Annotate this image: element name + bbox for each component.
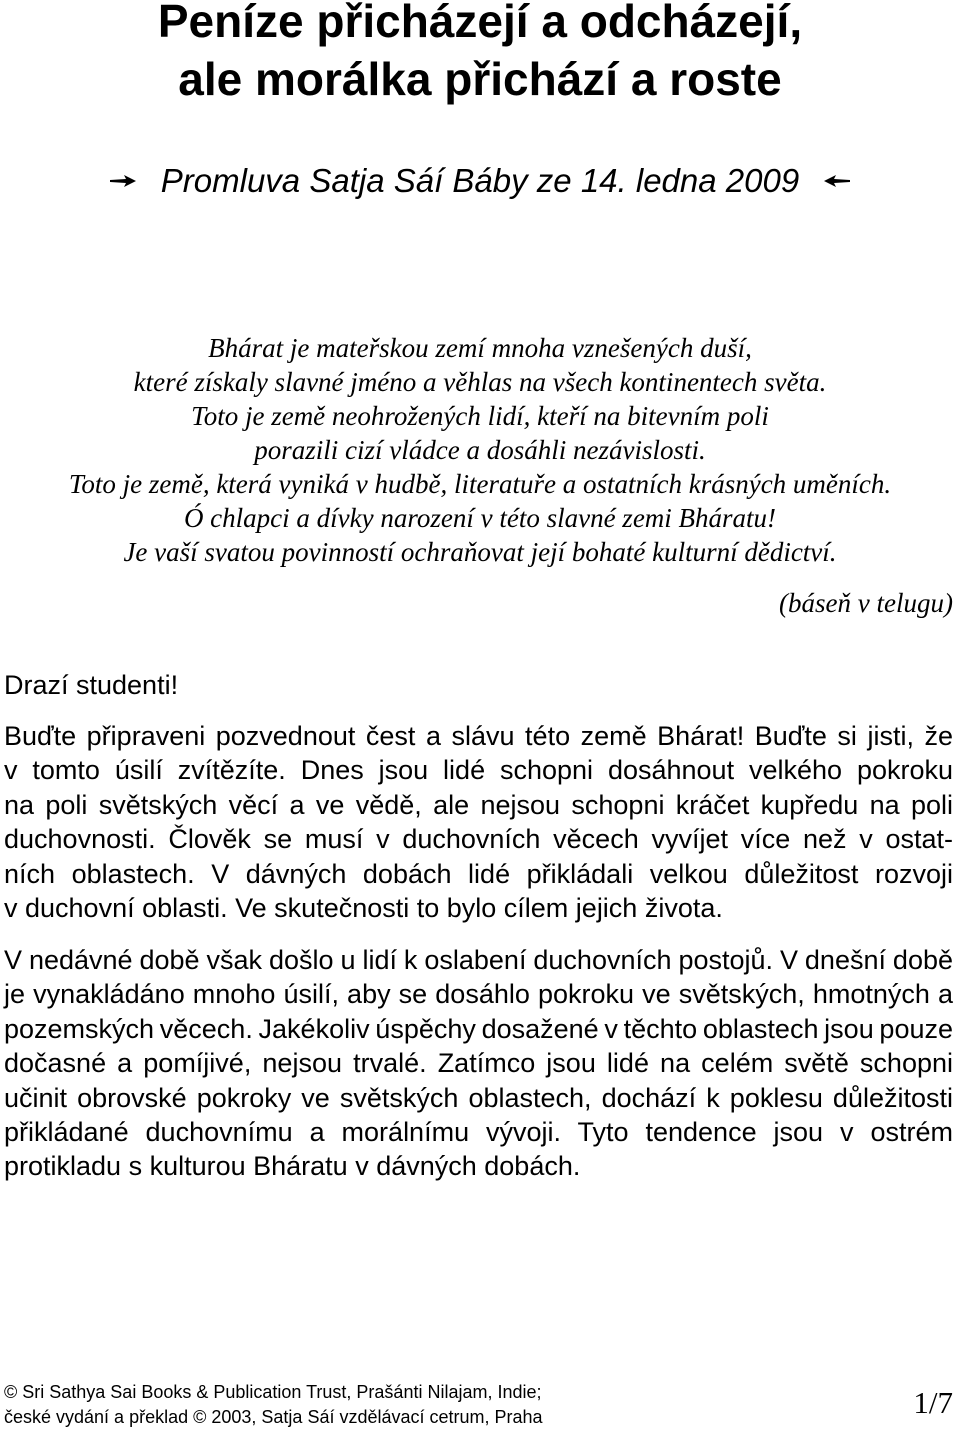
paragraph-line: na poli světských věcí a ve vědě, ale nejsou schopni kráčet kupředu na poli <box>4 789 953 820</box>
paragraph-line: pozemských věcech. Jakékoliv úspěchy dosažené v těchto oblastech jsou pouze <box>4 1013 953 1044</box>
paragraph-line: přikládané duchovnímu a morálnímu vývoji. Tyto tendence jsou v ostrém <box>4 1117 953 1148</box>
title-line: Peníze přicházejí a odcházejí, <box>157 0 803 47</box>
paragraph-line: v tomto úsilí zvítězíte. Dnes jsou lidé schopni dosáhnout velkého pokroku <box>4 755 953 786</box>
paragraph-line: protikladu s kulturou Bháratu v dávných dobách. <box>4 1151 581 1182</box>
poem-line: Bhárat je mateřskou zemí mnoha vznešených duší, <box>208 333 752 363</box>
paragraph-line: je vynakládáno mnoho úsilí, aby se dosáhlo pokroku ve světských, hmotných a <box>4 979 953 1010</box>
paragraph-line: Buďte připraveni pozvednout čest a slávu této země Bhárat! Buďte si jisti, že <box>4 721 953 751</box>
paragraph-line: duchovnosti. Člověk se musí v duchovních věcech vyvíjet více než v ostat- <box>4 824 953 855</box>
poem-line: Ó chlapci a dívky narození v této slavné zemi Bháratu! <box>183 503 777 533</box>
paragraph-line: V nedávné době však došlo u lidí k oslabení duchovních postojů. V dnešní době <box>4 945 953 975</box>
poem-source: (báseň v telugu) <box>779 588 953 618</box>
arrow-right-icon <box>110 173 136 189</box>
paragraph-line: ních oblastech. V dávných dobách lidé přikládali velkou důležitost rozvoji <box>4 858 953 889</box>
copyright-line: české vydání a překlad © 2003, Satja Sáí vzdělávací cetrum, Praha <box>4 1407 543 1427</box>
poem-line: Toto je země neohrožených lidí, kteří na bitevním poli <box>191 401 769 431</box>
poem-line: které získaly slavné jméno a věhlas na všech kontinentech světa. <box>133 367 827 397</box>
subtitle <box>0 161 960 201</box>
paragraph-line: dočasné a pomíjivé, nejsou trvalé. Zatímco jsou lidé na celém světě schopni <box>4 1048 953 1079</box>
paragraph-line: učinit obrovské pokroky ve světských oblastech, dochází k poklesu důležitosti <box>4 1082 953 1113</box>
paragraph <box>4 719 953 925</box>
title-line: ale morálka přichází a roste <box>178 53 782 105</box>
poem-line: Je vaší svatou povinností ochraňovat její bohaté kulturní dědictví. <box>123 537 837 567</box>
paragraph <box>4 943 953 1184</box>
footer <box>4 1380 543 1430</box>
page-number: 1/7 <box>913 1385 953 1420</box>
copyright-line: © Sri Sathya Sai Books & Publication Trust, Prašánti Nilajam, Indie; <box>4 1382 542 1402</box>
page-title <box>0 0 960 105</box>
poem-line: porazili cizí vládce a dosáhli nezávislosti. <box>254 435 706 465</box>
salutation: Drazí studenti! <box>4 670 179 700</box>
poem <box>0 331 960 569</box>
subtitle-text: Promluva Satja Sáí Báby ze 14. ledna 2009 <box>160 162 800 199</box>
arrow-left-icon <box>824 173 850 189</box>
poem-line: Toto je země, která vyniká v hudbě, literatuře a ostatních krásných uměních. <box>68 469 892 499</box>
paragraph-line: v duchovní oblasti. Ve skutečnosti to bylo cílem jejich života. <box>4 893 723 924</box>
